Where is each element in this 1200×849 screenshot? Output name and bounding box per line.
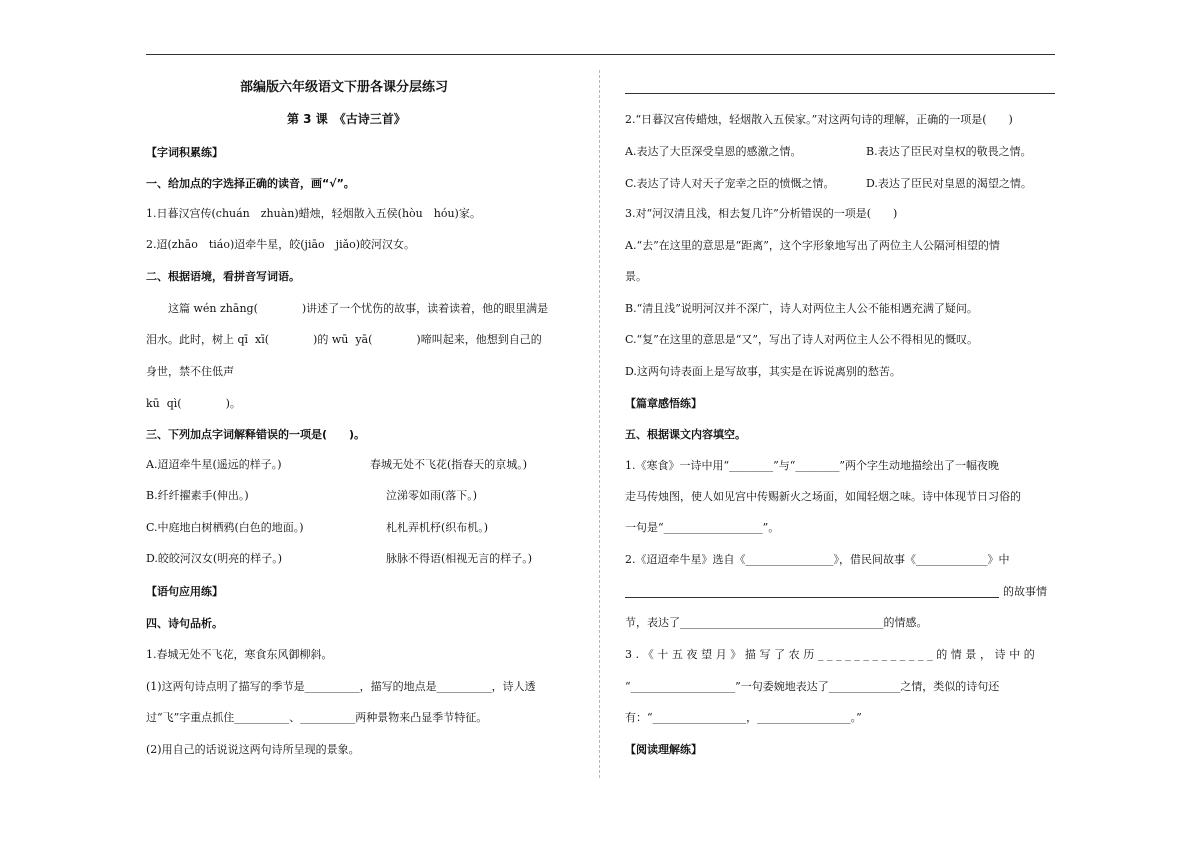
option-c-right: 札札弄机杼(织布机。) (386, 521, 489, 534)
option-d-right: 脉脉不得语(相视无言的样子。) (386, 552, 533, 565)
worksheet-title: 部编版六年级语文下册各课分层练习 (240, 80, 449, 95)
question-1-item-1: 1.日暮汉宫传(chuán zhuàn)蜡烛，轻烟散入五侯(hòu hóu)家。 (146, 207, 481, 220)
question-5-item-2b-tail: 的故事情 (1003, 585, 1047, 598)
answer-line (625, 93, 1055, 94)
option-2b: B.表达了臣民对皇权的敬畏之情。 (866, 145, 1032, 158)
option-b-right: 泣涕零如雨(落下。) (386, 489, 478, 502)
question-4-item-1b: 过“飞”字重点抓住__________、__________两种景物来凸显季节特征。 (146, 711, 488, 724)
option-2c: C.表达了诗人对天子宠幸之臣的愤慨之情。 (625, 177, 835, 190)
question-5-item-1a: 1.《寒食》一诗中用“________”与“________”两个字生动地描绘出了一幅夜晚 (625, 459, 999, 472)
question-2-line-3: 身世，禁不住低声 (146, 365, 234, 378)
question-4-item-2: 2.“日暮汉宫传蜡烛，轻烟散入五侯家。”对这两句诗的理解，正确的一项是( ) (625, 113, 1013, 126)
option-c-left: C.中庭地白树栖鸦(白色的地面。) (146, 521, 304, 534)
answer-line (625, 597, 999, 598)
question-1-title: 一、给加点的字选择正确的读音，画“√”。 (146, 177, 355, 190)
option-2d: D.表达了臣民对皇恩的渴望之情。 (866, 177, 1032, 190)
option-3c: C.“复”在这里的意思是“又”，写出了诗人对两位主人公不得相见的慨叹。 (625, 333, 979, 346)
question-4-item-1a: (1)这两句诗点明了描写的季节是__________，描写的地点是__________，诗人透 (146, 680, 536, 693)
section-reading: 【阅读理解练】 (625, 743, 702, 756)
question-2-line-2: 泪水。此时，树上 qī xī( )的 wū yā( )啼叫起来，他想到自己的 (146, 333, 542, 346)
option-3b: B.“清且浅”说明河汉并不深广，诗人对两位主人公不能相遇充满了疑问。 (625, 302, 978, 315)
option-3d: D.这两句诗表面上是写故事，其实是在诉说离别的愁苦。 (625, 365, 901, 378)
section-vocab: 【字词积累练】 (146, 146, 223, 159)
question-2-title: 二、根据语境，看拼音写词语。 (146, 270, 300, 283)
question-5-item-2a: 2.《迢迢牵牛星》选自《________________》，借民间故事《_____________》中 (625, 553, 1010, 566)
option-b-left: B.纤纤擢素手(伸出。) (146, 489, 249, 502)
question-2-line-4: kū qì( )。 (146, 397, 241, 410)
question-4-item-1c: (2)用自己的话说说这两句诗所呈现的景象。 (146, 743, 360, 756)
question-4-item-1: 1.春城无处不飞花，寒食东风御柳斜。 (146, 648, 333, 661)
lesson-subtitle: 第 3 课 《古诗三首》 (287, 112, 406, 126)
option-a-right: 春城无处不飞花(指春天的京城。) (370, 458, 528, 471)
question-5-title: 五、根据课文内容填空。 (625, 428, 746, 441)
question-4-title: 四、诗句品析。 (146, 617, 223, 630)
question-5-item-3a: 3.《十五夜望月》描写了农历_____________的情景，诗中的 (625, 648, 1039, 661)
option-a-left: A.迢迢牵牛星(遥远的样子。) (146, 458, 282, 471)
option-3a-line-2: 景。 (625, 270, 647, 283)
question-5-item-3c: 有：“_________________，_________________。” (625, 711, 862, 724)
option-2a: A.表达了大臣深受皇恩的感激之情。 (625, 145, 802, 158)
question-1-item-2: 2.迢(zhāo tiáo)迢牵牛星，皎(jiāo jiǎo)皎河汉女。 (146, 238, 416, 251)
question-5-item-1c: 一句是“__________________”。 (625, 521, 780, 534)
question-5-item-1b: 走马传烛图，使人如见宫中传赐新火之场面，如闻轻烟之味。诗中体现节日习俗的 (625, 490, 1021, 503)
question-5-item-2c: 节，表达了_____________________________________的情感。 (625, 616, 928, 629)
question-4-item-3: 3.对“河汉清且浅，相去复几许”分析错误的一项是( ) (625, 207, 898, 220)
question-5-item-3b: “___________________”一句委婉地表达了_____________之情，类似的诗句还 (625, 680, 1000, 693)
question-3-title: 三、下列加点字词解释错误的一项是( )。 (146, 428, 366, 441)
option-3a-line-1: A.“去”在这里的意思是“距离”，这个字形象地写出了两位主人公隔河相望的情 (625, 239, 1000, 252)
column-divider (599, 70, 600, 778)
question-2-line-1: 这篇 wén zhāng( )讲述了一个忧伤的故事，读着读着，他的眼里满是 (146, 302, 549, 315)
section-chapter: 【篇章感悟练】 (625, 397, 702, 410)
option-d-left: D.皎皎河汉女(明亮的样子。) (146, 552, 283, 565)
section-sentence: 【语句应用练】 (146, 585, 223, 598)
header-rule (146, 54, 1055, 55)
